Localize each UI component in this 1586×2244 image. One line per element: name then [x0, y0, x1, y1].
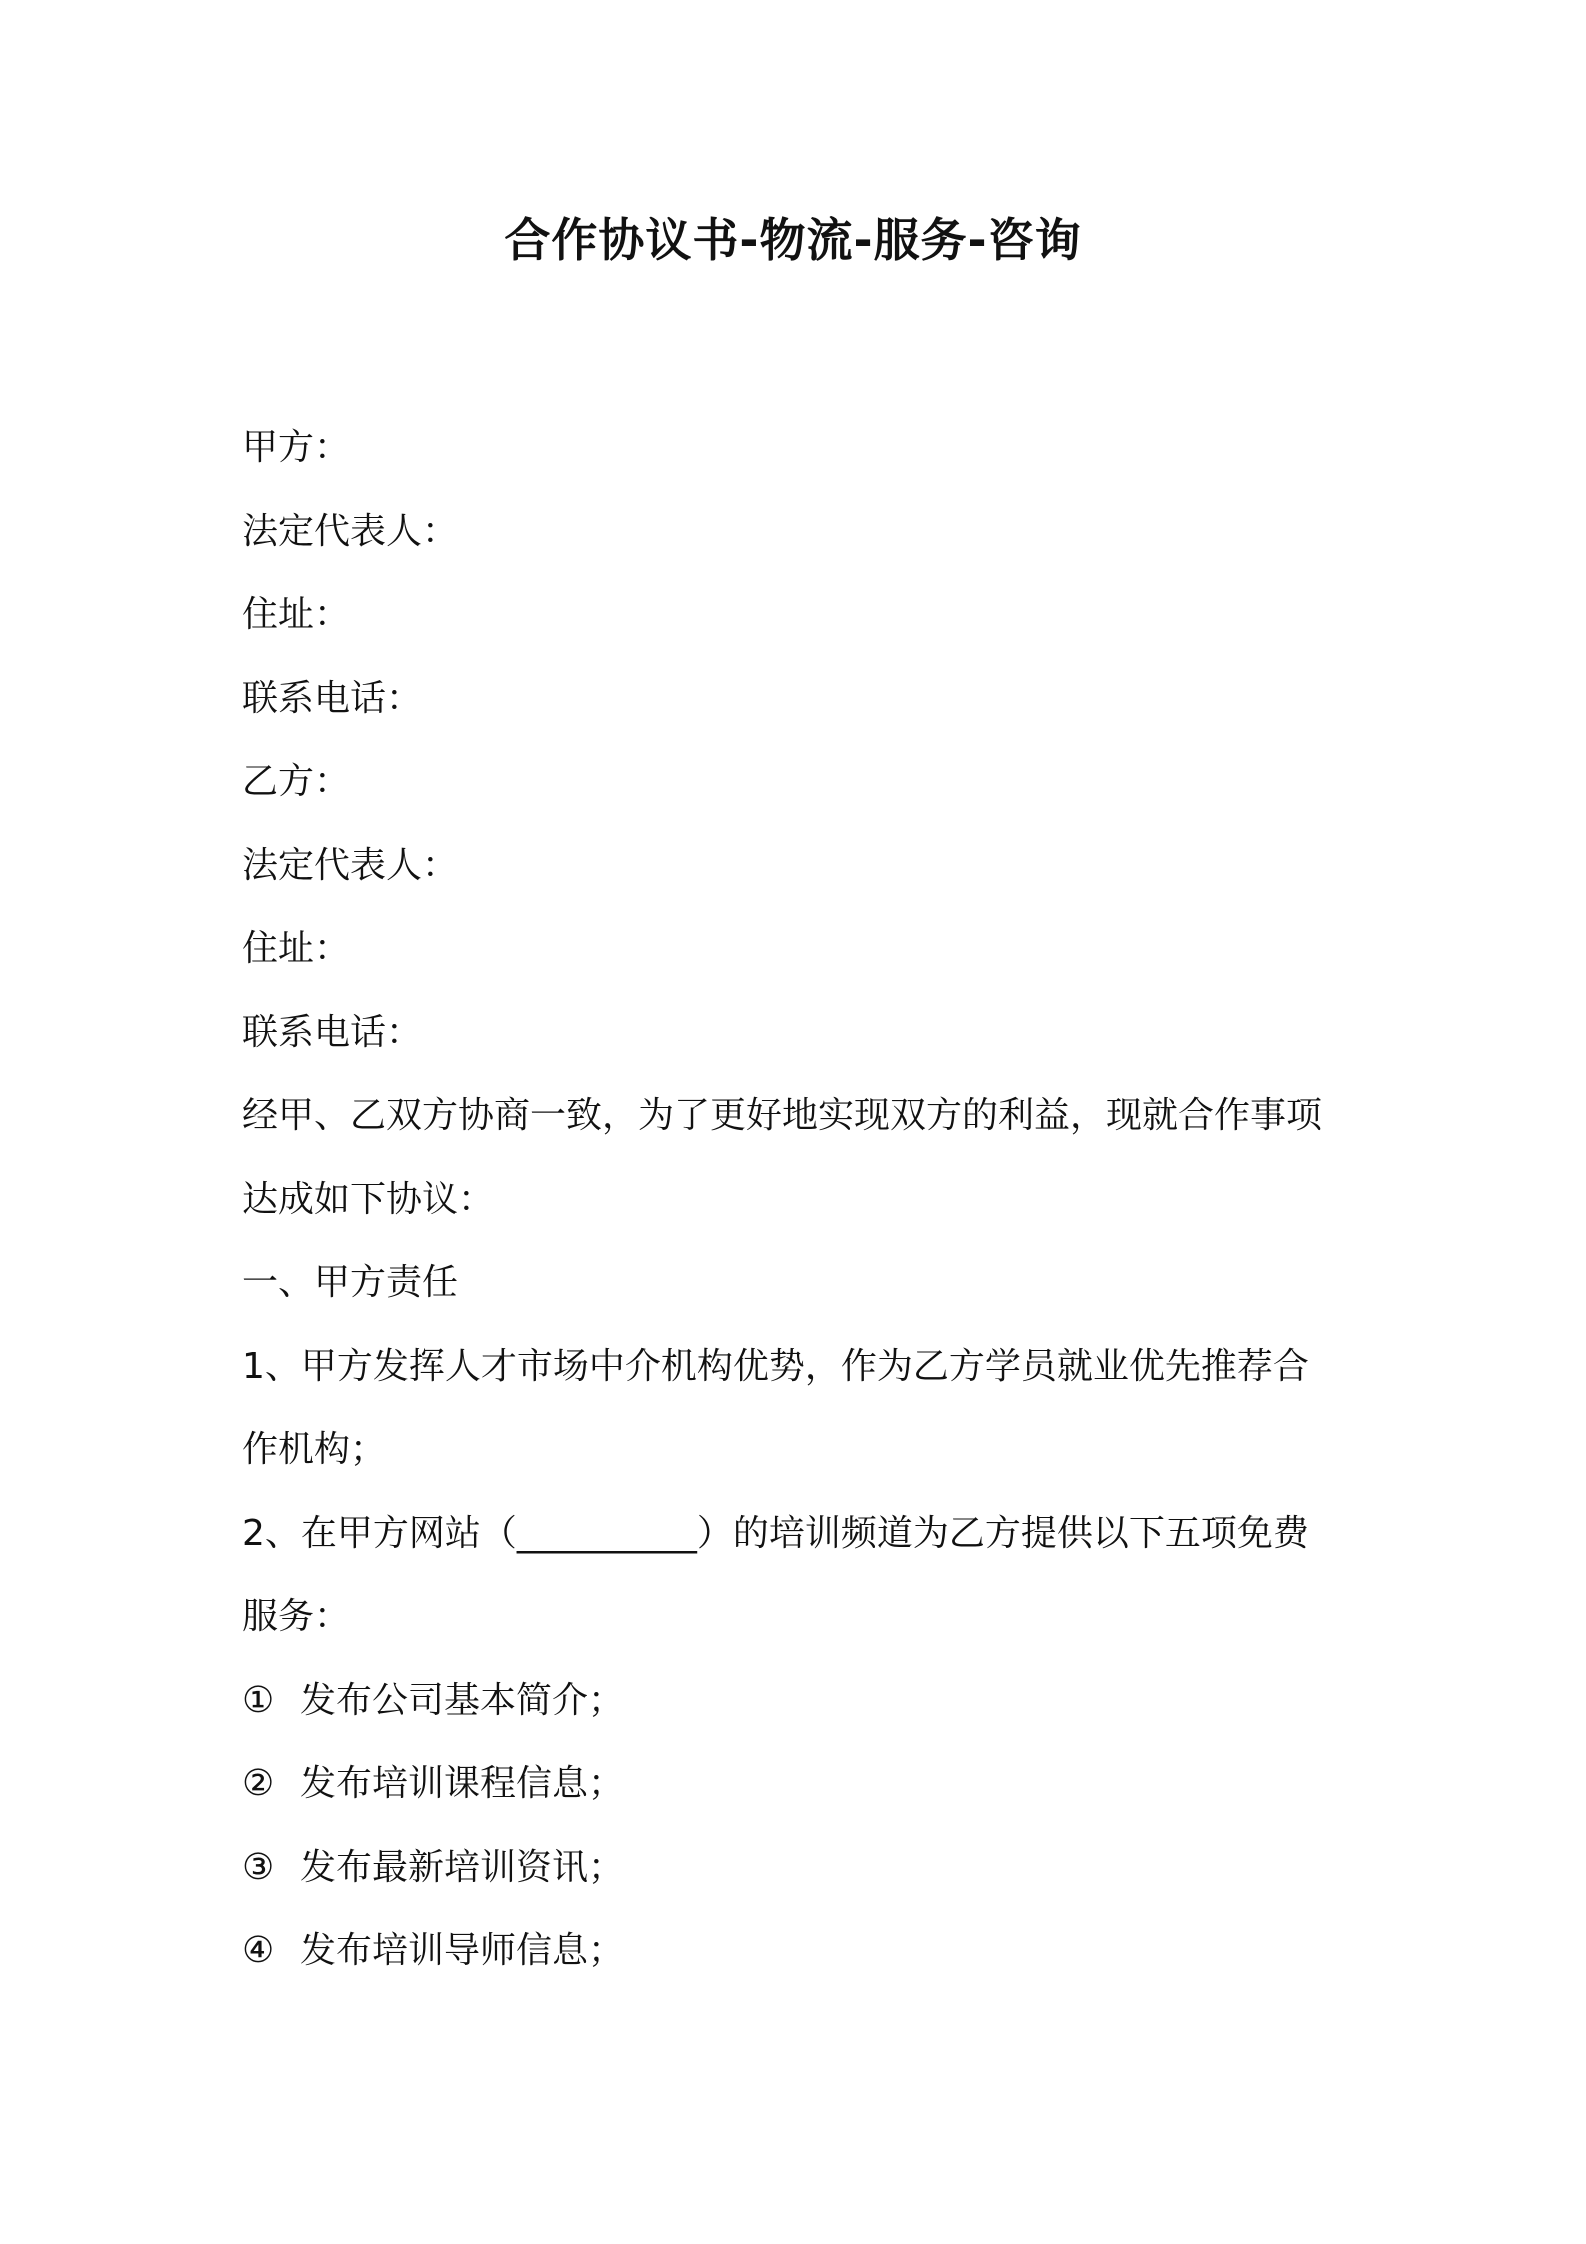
party-b-representative-label: 法定代表人： — [242, 844, 459, 886]
clause-1-line-2: 作机构； — [242, 1429, 387, 1470]
party-a-address-label: 住址： — [242, 594, 351, 635]
service-item-number: ④ — [242, 1930, 275, 1971]
service-item-number: ② — [242, 1763, 275, 1804]
party-b-address-label: 住址： — [242, 928, 351, 969]
service-item — [242, 1742, 1362, 1826]
service-item-text: 发布培训课程信息； — [300, 1763, 625, 1804]
section-heading: 一、甲方责任 — [242, 1262, 459, 1303]
party-a-name-label: 甲方： — [242, 427, 351, 468]
party-a-phone-label: 联系电话： — [242, 677, 423, 719]
clause-2-line-1: 2、在甲方网站（__________）的培训频道为乙方提供以下五项免费 — [242, 1512, 1309, 1554]
preamble-line-1: 经甲、乙双方协商一致，为了更好地实现双方的利益，现就合作事项 — [242, 1095, 1323, 1136]
document-body — [242, 406, 1362, 1993]
preamble-line-2: 达成如下协议： — [242, 1178, 495, 1220]
document-title: 合作协议书-物流-服务-咨询 — [504, 213, 1082, 267]
clause-2-line-2: 服务： — [242, 1596, 351, 1637]
service-item-text: 发布公司基本简介； — [300, 1679, 625, 1721]
service-item-number: ③ — [242, 1846, 275, 1888]
service-item-text: 发布培训导师信息； — [300, 1930, 625, 1971]
service-item — [242, 1909, 1362, 1993]
party-b-name-label: 乙方： — [242, 761, 351, 802]
service-item-number: ① — [242, 1679, 275, 1721]
service-item — [242, 1826, 1362, 1910]
party-b-phone-label: 联系电话： — [242, 1011, 423, 1053]
party-a-representative-label: 法定代表人： — [242, 510, 459, 552]
clause-1-line-1: 1、甲方发挥人才市场中介机构优势，作为乙方学员就业优先推荐合 — [242, 1345, 1309, 1387]
service-item — [242, 1659, 1362, 1743]
service-item-text: 发布最新培训资讯； — [300, 1846, 625, 1888]
